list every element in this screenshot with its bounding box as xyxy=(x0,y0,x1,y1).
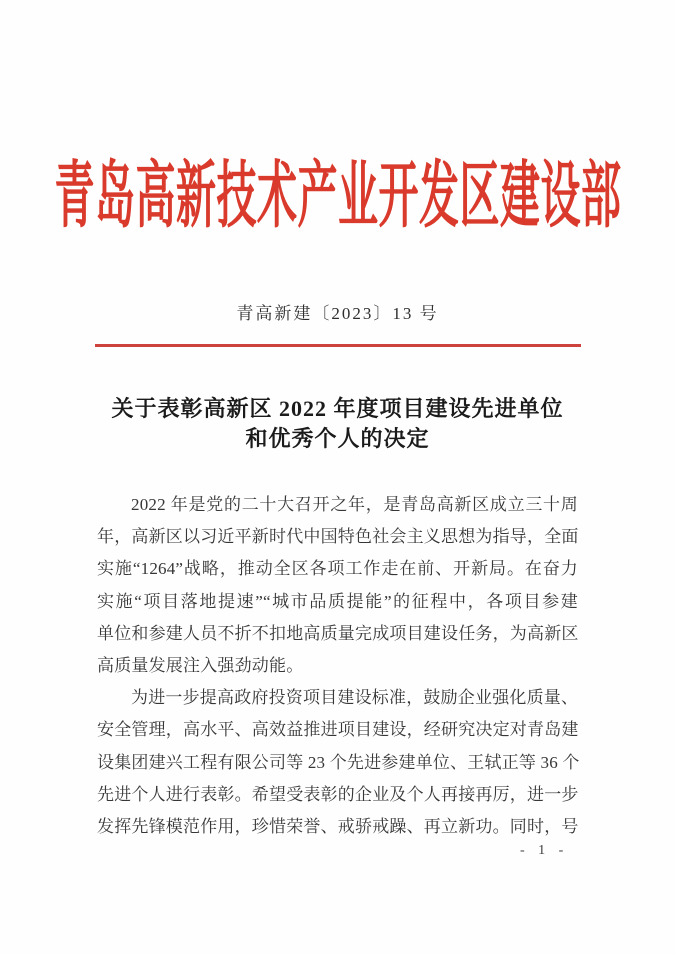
title-line-1: 关于表彰高新区 2022 年度项目建设先进单位 xyxy=(111,396,564,421)
body-line: 单位和参建人员不折不扣地高质量完成项目建设任务，为高新区 xyxy=(97,623,579,643)
body-line: 设集团建兴工程有限公司等 23 个先进参建单位、王轼正等 36 个 xyxy=(97,752,580,772)
document-title xyxy=(50,394,625,454)
org-name: 青岛高新技术产业开发区建设部 xyxy=(54,155,622,238)
body-line: 实施“项目落地提速”“城市品质提能”的征程中，各项目参建 xyxy=(97,591,578,611)
body-line: 为进一步提高政府投资项目建设标准，鼓励企业强化质量、 xyxy=(131,688,579,708)
body-line: 高质量发展注入强劲动能。 xyxy=(97,655,304,675)
red-divider xyxy=(95,344,581,347)
body-line: 年，高新区以习近平新时代中国特色社会主义思想为指导，全面 xyxy=(97,527,579,547)
page-number: - 1 - xyxy=(520,843,569,858)
title-line-2: 和优秀个人的决定 xyxy=(245,426,430,451)
body-line: 2022 年是党的二十大召开之年，是青岛高新区成立三十周 xyxy=(131,495,578,514)
body-line: 先进个人进行表彰。希望受表彰的企业及个人再接再厉，进一步 xyxy=(97,784,579,804)
body-line: 安全管理，高水平、高效益推进项目建设，经研究决定对青岛建 xyxy=(97,720,579,740)
document-body xyxy=(97,489,578,843)
body-line: 发挥先锋模范作用，珍惜荣誉、戒骄戒躁、再立新功。同时，号 xyxy=(97,816,579,836)
letterhead xyxy=(54,155,622,239)
doc-number: 青高新建〔2023〕13 号 xyxy=(236,304,439,323)
body-line: 实施“1264”战略，推动全区各项工作走在前、开新局。在奋力 xyxy=(97,559,578,579)
